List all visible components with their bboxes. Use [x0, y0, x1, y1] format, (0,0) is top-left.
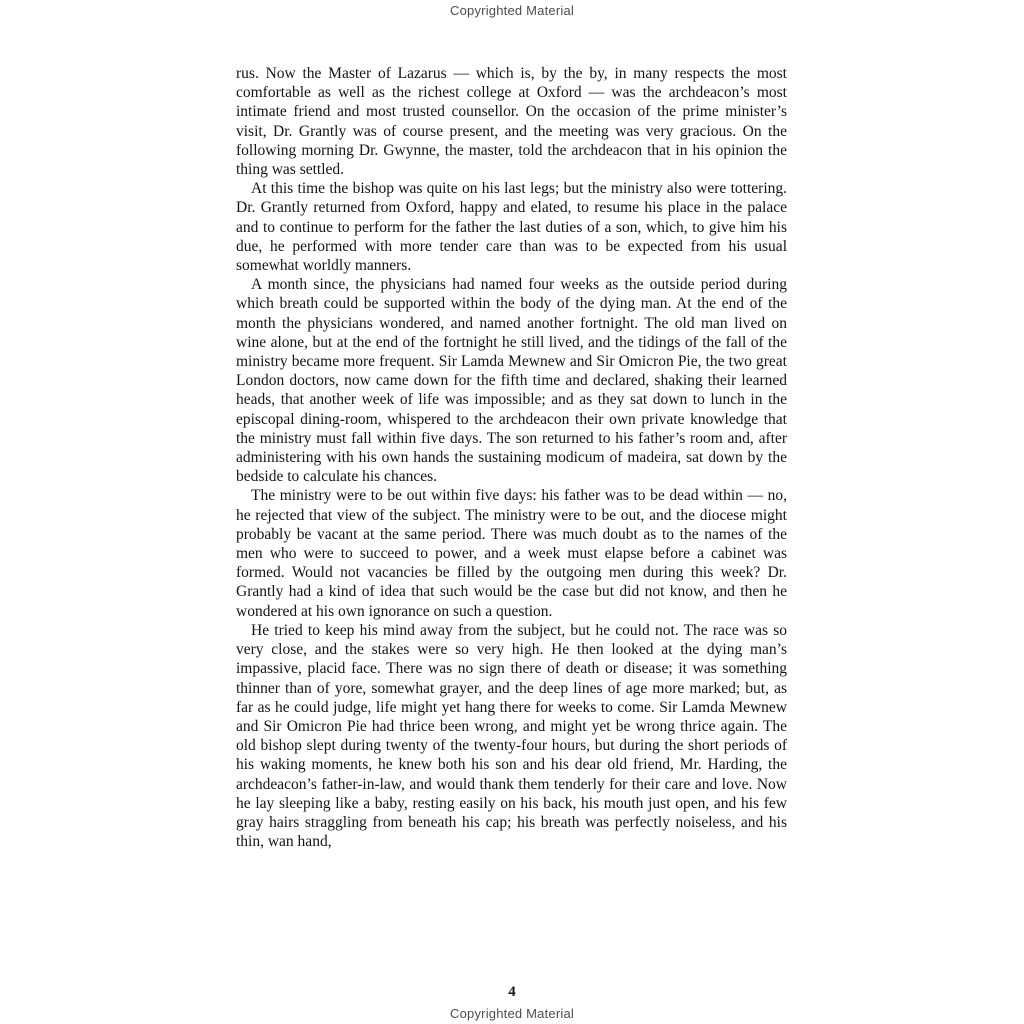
paragraph: rus. Now the Master of Lazarus — which is, by the by, in many respects the most comfortable as well as the richest college at Oxford — was the archdeacon’s most intimate friend and most trusted counsellor. On the occasion of the prime minister’s visit, Dr. Grantly was of course present, and the meeting was very gracious. On the following morning Dr. Gwynne, the master, told the archdeacon that in his opinion the thing was settled. — [236, 65, 787, 179]
paragraph: A month since, the physicians had named four weeks as the outside period during which breath could be supported within the body of the dying man. At the end of the month the physicians wondered, and named another fortnight. The old man lived on wine alone, but at the end of the fortnight he still lived, and the tidings of the fall of the ministry became more frequent. Sir Lamda Mewnew and Sir Omicron Pie, the two great London doctors, now came down for the fifth time and declared, shaking their learned heads, that another week of life was impossible; and as they sat down to lunch in the episcopal dining-room, whispered to the archdeacon their own private knowledge that the ministry must fall within five days. The son returned to his father’s room and, after administering with his own hands the sustaining modicum of madeira, sat down by the bedside to calculate his chances. — [236, 276, 787, 486]
paragraph: At this time the bishop was quite on his last legs; but the ministry also were tottering. Dr. Grantly returned from Oxford, happy and elated, to resume his place in the palace and to continue to perform for the father the last duties of a son, which, to give him his due, he performed with more tender care than was to be expected from his usual somewhat worldly manners. — [236, 180, 787, 275]
book-page-text — [236, 64, 787, 851]
page-number: 4 — [508, 984, 516, 1000]
paragraph: The ministry were to be out within five days: his father was to be dead within — no, he rejected that view of the subject. The ministry were to be out, and the diocese might probably be vacant at the same period. There was much doubt as to the names of the men who were to succeed to power, and a week must elapse before a cabinet was formed. Would not vacancies be filled by the outgoing men during this week? Dr. Grantly had a kind of idea that such would be the case but did not know, and then he wondered at his own ignorance on such a question. — [236, 487, 787, 620]
copyright-notice-top: Copyrighted Material — [450, 3, 574, 18]
paragraph: He tried to keep his mind away from the subject, but he could not. The race was so very close, and the stakes were so very high. He then looked at the dying man’s impassive, placid face. There was no sign there of death or disease; it was something thinner than of yore, somewhat grayer, and the deep lines of age more marked; but, as far as he could judge, life might yet hang there for weeks to come. Sir Lamda Mewnew and Sir Omicron Pie had thrice been wrong, and might yet be wrong thrice again. The old bishop slept during twenty of the twenty-four hours, but during the short periods of his waking moments, he knew both his son and his dear old friend, Mr. Harding, the archdeacon’s father-in-law, and would thank them tenderly for their care and love. Now he lay sleeping like a baby, resting easily on his back, his mouth just open, and his few gray hairs straggling from beneath his cap; his breath was perfectly noiseless, and his thin, wan hand, — [236, 621, 787, 851]
copyright-notice-bottom: Copyrighted Material — [450, 1006, 574, 1021]
